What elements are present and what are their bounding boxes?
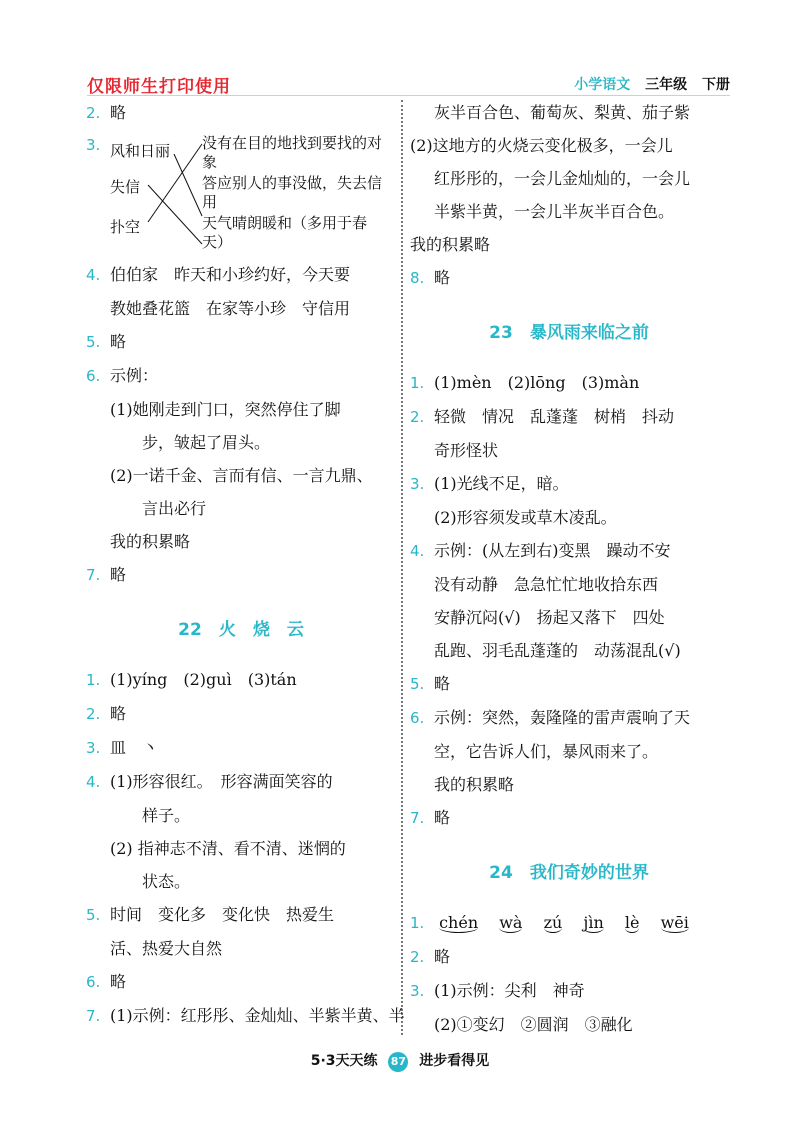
match-right-3: 天气晴朗暖和（多用于春天） <box>202 214 368 251</box>
grade-label: 三年级 <box>645 77 688 93</box>
s22-answer-5: 5. 时间 变化多 变化快 热爱生 <box>86 905 335 924</box>
s23-answer-1: 1. (1)mèn (2)lōng (3)màn <box>410 373 640 392</box>
s22-answer-2: 2. 略 <box>86 704 127 723</box>
match-left-2: 失信 <box>110 178 141 196</box>
s22-answer-5-cont: 活、热爱大自然 <box>110 939 223 958</box>
s22-answer-4-2-cont: 状态。 <box>142 872 191 891</box>
section-title-22: 22 火 烧 云 <box>178 620 304 640</box>
right-column <box>410 96 728 1041</box>
s22-answer-4: 4. (1)形容很红。 形容满面笑容的 <box>86 772 333 791</box>
answer-5: 5. 略 <box>86 332 127 351</box>
s23-answer-6-cont: 空，它告诉人们，暴风雨来了。 <box>434 742 659 761</box>
pinyin-item: zú <box>543 913 563 932</box>
s23-answer-3: 3. (1)光线不足，暗。 <box>410 474 569 493</box>
answer-6-2: (2)一诺千金、言而有信、一言九鼎、 <box>110 466 373 485</box>
answer-6: 6. 示例： <box>86 366 159 385</box>
s22-answer-1: 1. (1)yíng (2)guì (3)tán <box>86 670 297 689</box>
left-column <box>86 96 405 1033</box>
match-left-1: 风和日丽 <box>110 142 171 160</box>
answer-4: 4. 伯伯家 昨天和小珍约好，今天要 <box>86 265 351 284</box>
s24-answer-2: 2. 略 <box>410 947 451 966</box>
s23-accumulation-note: 我的积累略 <box>434 775 515 794</box>
footer-slogan: 进步看得见 <box>419 1053 490 1069</box>
s24-answer-3: 3. (1)示例：尖利 神奇 <box>410 981 585 1000</box>
answer-6-2-cont: 言出必行 <box>142 499 207 518</box>
s22-accumulation-note: 我的积累略 <box>410 235 491 254</box>
column-divider <box>401 100 403 1035</box>
section-title-23: 23 暴风雨来临之前 <box>489 323 649 343</box>
answer-7: 7. 略 <box>86 565 127 584</box>
pinyin-item: wēi <box>660 913 689 932</box>
match-right-2: 答应别人的事没做，失去信用 <box>202 174 383 211</box>
answer-3-matching: 3. 风和日丽 失信 扑空 没有在目的地找到要找的对象 答应别人的事没做，失去信用 天气晴朗暖和（多用于春天） <box>86 130 396 258</box>
match-left-3: 扑空 <box>110 218 141 236</box>
volume-label: 下册 <box>702 77 730 93</box>
accumulation-note: 我的积累略 <box>110 532 191 551</box>
pinyin-item: lè <box>624 913 640 932</box>
print-restriction-label: 仅限师生打印使用 <box>87 77 231 97</box>
s22-answer-7: 7. (1)示例：红彤彤、金灿灿、半紫半黄、半 <box>86 1006 405 1025</box>
s22-answer-3: 3. 皿 丶 <box>86 738 159 757</box>
s24-answer-3-2: (2)①变幻 ②圆润 ③融化 <box>434 1015 633 1034</box>
footer-brand: 5·3天天练 <box>310 1053 378 1069</box>
s22-answer-7-2-cont: 红彤彤的，一会儿金灿灿的，一会儿 <box>434 169 691 188</box>
pinyin-item: chén <box>439 913 479 932</box>
s22-answer-7-cont: 灰半百合色、葡萄灰、梨黄、茄子紫 <box>434 103 691 122</box>
s22-answer-6: 6. 略 <box>86 972 127 991</box>
s23-answer-3-2: (2)形容须发或草木凌乱。 <box>434 508 617 527</box>
s24-answer-1: 1. chén wà zú jìn lè wēi <box>410 906 728 940</box>
page-footer <box>0 1050 800 1072</box>
s23-answer-5: 5. 略 <box>410 674 451 693</box>
s23-answer-2: 2. 轻微 情况 乱蓬蓬 树梢 抖动 <box>410 407 675 426</box>
s23-answer-4-cont3: 乱跑、羽毛乱蓬蓬的 动荡混乱(√) <box>434 641 681 660</box>
book-info <box>574 74 730 94</box>
s23-answer-4-cont2: 安静沉闷(√) 扬起又落下 四处 <box>434 608 665 627</box>
page-number: 87 <box>388 1052 408 1072</box>
s22-answer-7-2-cont2: 半紫半黄，一会儿半灰半百合色。 <box>434 202 675 221</box>
s22-answer-4-2: (2) 指神志不清、看不清、迷惘的 <box>110 839 346 858</box>
answer-6-1: (1)她刚走到门口，突然停住了脚 <box>110 400 341 419</box>
match-right-1: 没有在目的地找到要找的对象 <box>202 134 383 171</box>
answer-6-1-cont: 步，皱起了眉头。 <box>142 433 271 452</box>
section-title-24: 24 我们奇妙的世界 <box>489 863 649 883</box>
answer-2: 2. 略 <box>86 103 127 122</box>
s23-answer-7: 7. 略 <box>410 808 451 827</box>
s22-answer-8: 8. 略 <box>410 268 451 287</box>
s23-answer-4-cont: 没有动静 急急忙忙地收拾东西 <box>434 575 659 594</box>
s23-answer-2-cont: 奇形怪状 <box>434 441 499 460</box>
pinyin-item: wà <box>499 913 523 932</box>
pinyin-item: jìn <box>583 913 604 932</box>
s22-answer-7-2: (2)这地方的火烧云变化极多，一会儿 <box>410 136 673 155</box>
s23-answer-6: 6. 示例：突然，轰隆隆的雷声震响了天 <box>410 708 691 727</box>
s23-answer-4: 4. 示例：(从左到右)变黑 躁动不安 <box>410 541 671 560</box>
subject-label: 小学语文 <box>574 77 631 93</box>
answer-4-cont: 教她叠花篮 在家等小珍 守信用 <box>110 299 351 318</box>
s22-answer-4-cont: 样子。 <box>142 806 191 825</box>
